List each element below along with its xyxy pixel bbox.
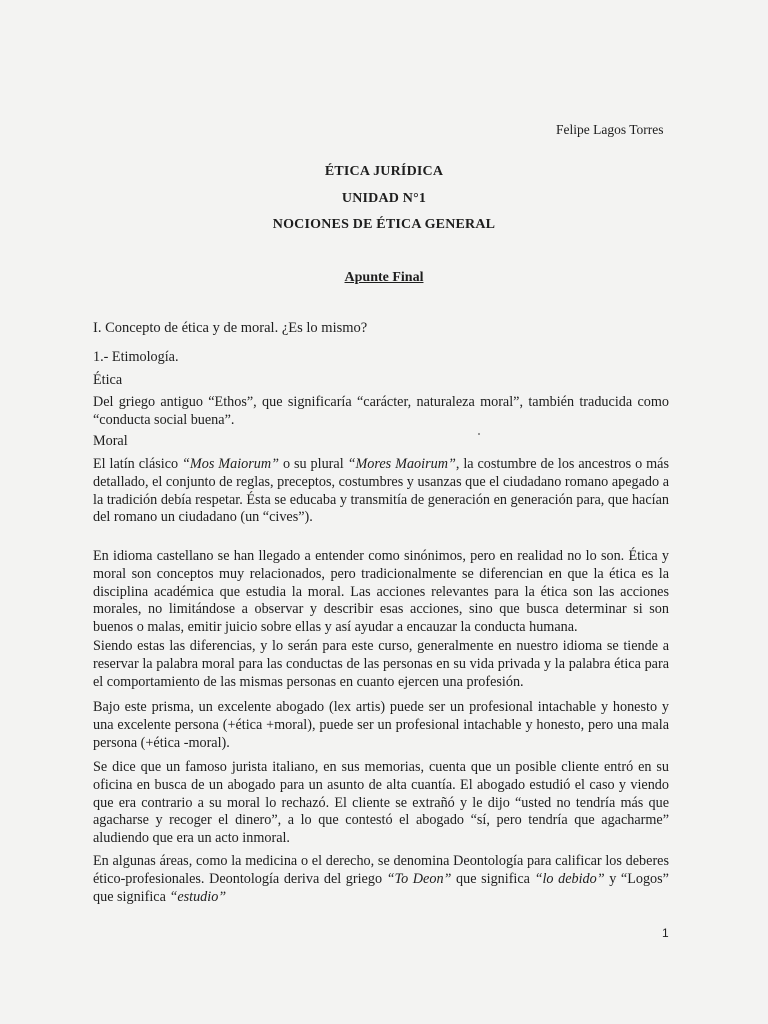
paragraph-sinonimos-text: En idioma castellano se han llegado a entender como sinónimos, pero en realidad no lo son. Ética y moral son conceptos muy relacionados, pero tradicionalmente se diferencian en que la ética es la disciplina académica que estudia la moral. Las acciones relevantes para la ética son las acciones morales, no limitándose a observar y describir esas acciones, sino que busca determinar si son buenos o malas, emitir juicio sobre ellas y así ayudar a encauzar la conducta humana. xyxy=(93,548,669,636)
heading-etica: Ética xyxy=(93,372,123,388)
paragraph-moral-term2: “Mores Maoirum” xyxy=(347,456,456,472)
section-title: Apunte Final xyxy=(344,270,424,285)
paragraph-etica xyxy=(93,394,669,430)
paragraph-deonto-part2: que significa xyxy=(451,870,535,887)
unit-label: UNIDAD N°1 xyxy=(341,191,427,206)
paragraph-moral-part1: El latín clásico xyxy=(93,456,183,472)
paragraph-prisma xyxy=(93,699,669,752)
heading-concept: I. Concepto de ética y de moral. ¿Es lo mismo? xyxy=(93,320,368,336)
paragraph-jurista xyxy=(93,759,669,848)
paragraph-diferencias xyxy=(93,638,669,691)
paragraph-moral-part3: , la costumbre de los ancestros o más detallado, el conjunto de reglas, preceptos, costumbres y usanzas que el ciudadano romano apegado a la tradición debía respetar. Ésta se educaba y transmitía de generación en generación para, que hacían del romano un ciudadano (un “cives”). xyxy=(93,456,669,526)
paragraph-prisma-text: Bajo este prisma, un excelente abogado (lex artis) puede ser un profesional intachable y honesto y una excelente persona (+ética +moral), puede ser un profesional intachable y honesto, pero una mala persona (+ética -moral). xyxy=(93,699,669,751)
paragraph-deontologia xyxy=(93,853,669,906)
document-title: ÉTICA JURÍDICA xyxy=(324,164,444,179)
scan-speck xyxy=(478,433,480,435)
paragraph-sinonimos xyxy=(93,548,669,637)
paragraph-moral-part2: o su plural xyxy=(279,456,348,472)
author-name: Felipe Lagos Torres xyxy=(556,122,664,137)
paragraph-jurista-text: Se dice que un famoso jurista italiano, en sus memorias, cuenta que un posible cliente entró en su oficina en busca de un abogado para un asunto de alta cuantía. El abogado estudió el caso y viendo que era contrario a su moral lo rechazó. El cliente se extrañó y le dijo “usted no tendría más que agacharse y recoger el dinero”, a lo que contestó el abogado “sí, pero tendría que agacharme” aludiendo que era un acto inmoral. xyxy=(93,759,669,847)
paragraph-etica-text: Del griego antiguo “Ethos”, que significaría “carácter, naturaleza moral”, también traducida como “conducta social buena”. xyxy=(93,394,669,428)
page-number: 1 xyxy=(662,926,669,940)
paragraph-moral-term1: “Mos Maiorum” xyxy=(182,456,280,472)
document-subtitle: NOCIONES DE ÉTICA GENERAL xyxy=(272,217,496,232)
paragraph-deonto-part1: En algunas áreas, como la medicina o el derecho, se denomina Deontología para calificar los deberes ético-profesionales. Deontología deriva del griego xyxy=(93,853,669,887)
heading-etymology: 1.- Etimología. xyxy=(93,349,179,365)
paragraph-deonto-term1: “To Deon” xyxy=(386,870,452,887)
paragraph-deonto-part3: y “Logos” que significa xyxy=(93,870,669,905)
paragraph-moral xyxy=(93,456,669,527)
paragraph-deonto-term3: “estudio” xyxy=(169,888,227,905)
paragraph-deonto-term2: “lo debido” xyxy=(534,870,605,887)
heading-moral: Moral xyxy=(93,433,128,449)
paragraph-diferencias-text: Siendo estas las diferencias, y lo serán para este curso, generalmente en nuestro idioma se tiende a reservar la palabra moral para las conductas de las personas en su vida privada y la palabra ética para el comportamiento de las mismas personas en cuanto ejercen una profesión. xyxy=(93,638,669,690)
